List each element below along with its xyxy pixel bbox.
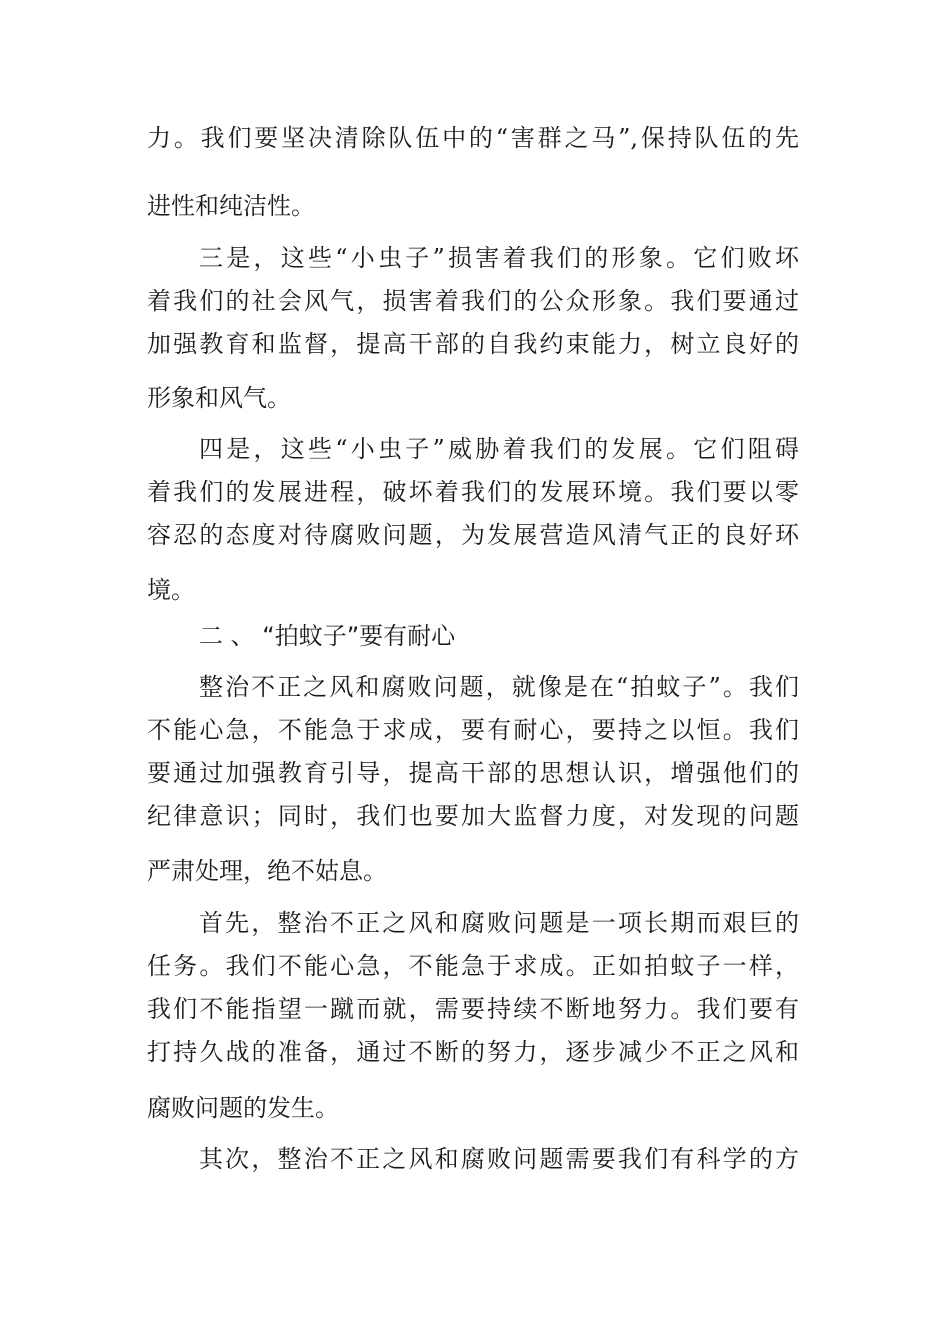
paragraph-5-line-4: 打持久战的准备，通过不断的努力，逐步减少不正之风和	[147, 1038, 799, 1066]
paragraph-2-line-4: 形象和风气。	[147, 384, 291, 412]
paragraph-4-line-3: 要通过加强教育引导，提高干部的思想认识，增强他们的	[147, 759, 799, 787]
paragraph-4-line-4: 纪律意识；同时，我们也要加大监督力度，对发现的问题	[147, 802, 799, 830]
paragraph-3-line-4: 境。	[147, 576, 195, 604]
paragraph-5-line-2: 任务。我们不能心急，不能急于求成。正如拍蚊子一样，	[147, 952, 799, 980]
paragraph-1-line-1: 力。我们要坚决清除队伍中的“害群之马”,保持队伍的先	[147, 124, 799, 152]
paragraph-5-line-1: 首先，整治不正之风和腐败问题是一项长期而艰巨的	[199, 909, 799, 937]
paragraph-6-line-1: 其次，整治不正之风和腐败问题需要我们有科学的方	[199, 1145, 799, 1173]
paragraph-3-line-1: 四是，这些“小虫子”威胁着我们的发展。它们阻碍	[199, 435, 799, 463]
paragraph-2-line-3: 加强教育和监督，提高干部的自我约束能力，树立良好的	[147, 330, 799, 358]
section-heading: 二 、 “拍蚊子”要有耐心	[199, 622, 456, 650]
paragraph-5-line-5: 腐败问题的发生。	[147, 1094, 339, 1122]
paragraph-1-line-2: 进性和纯洁性。	[147, 192, 315, 220]
paragraph-4-line-5: 严肃处理，绝不姑息。	[147, 857, 387, 885]
paragraph-4-line-2: 不能心急，不能急于求成，要有耐心，要持之以恒。我们	[147, 716, 799, 744]
paragraph-3-line-2: 着我们的发展进程，破坏着我们的发展环境。我们要以零	[147, 478, 799, 506]
paragraph-3-line-3: 容忍的态度对待腐败问题，为发展营造风清气正的良好环	[147, 521, 799, 549]
paragraph-2-line-2: 着我们的社会风气，损害着我们的公众形象。我们要通过	[147, 287, 799, 315]
paragraph-4-line-1: 整治不正之风和腐败问题，就像是在“拍蚊子”。我们	[199, 673, 799, 701]
paragraph-5-line-3: 我们不能指望一蹴而就，需要持续不断地努力。我们要有	[147, 995, 799, 1023]
paragraph-2-line-1: 三是，这些“小虫子”损害着我们的形象。它们败坏	[199, 244, 799, 272]
